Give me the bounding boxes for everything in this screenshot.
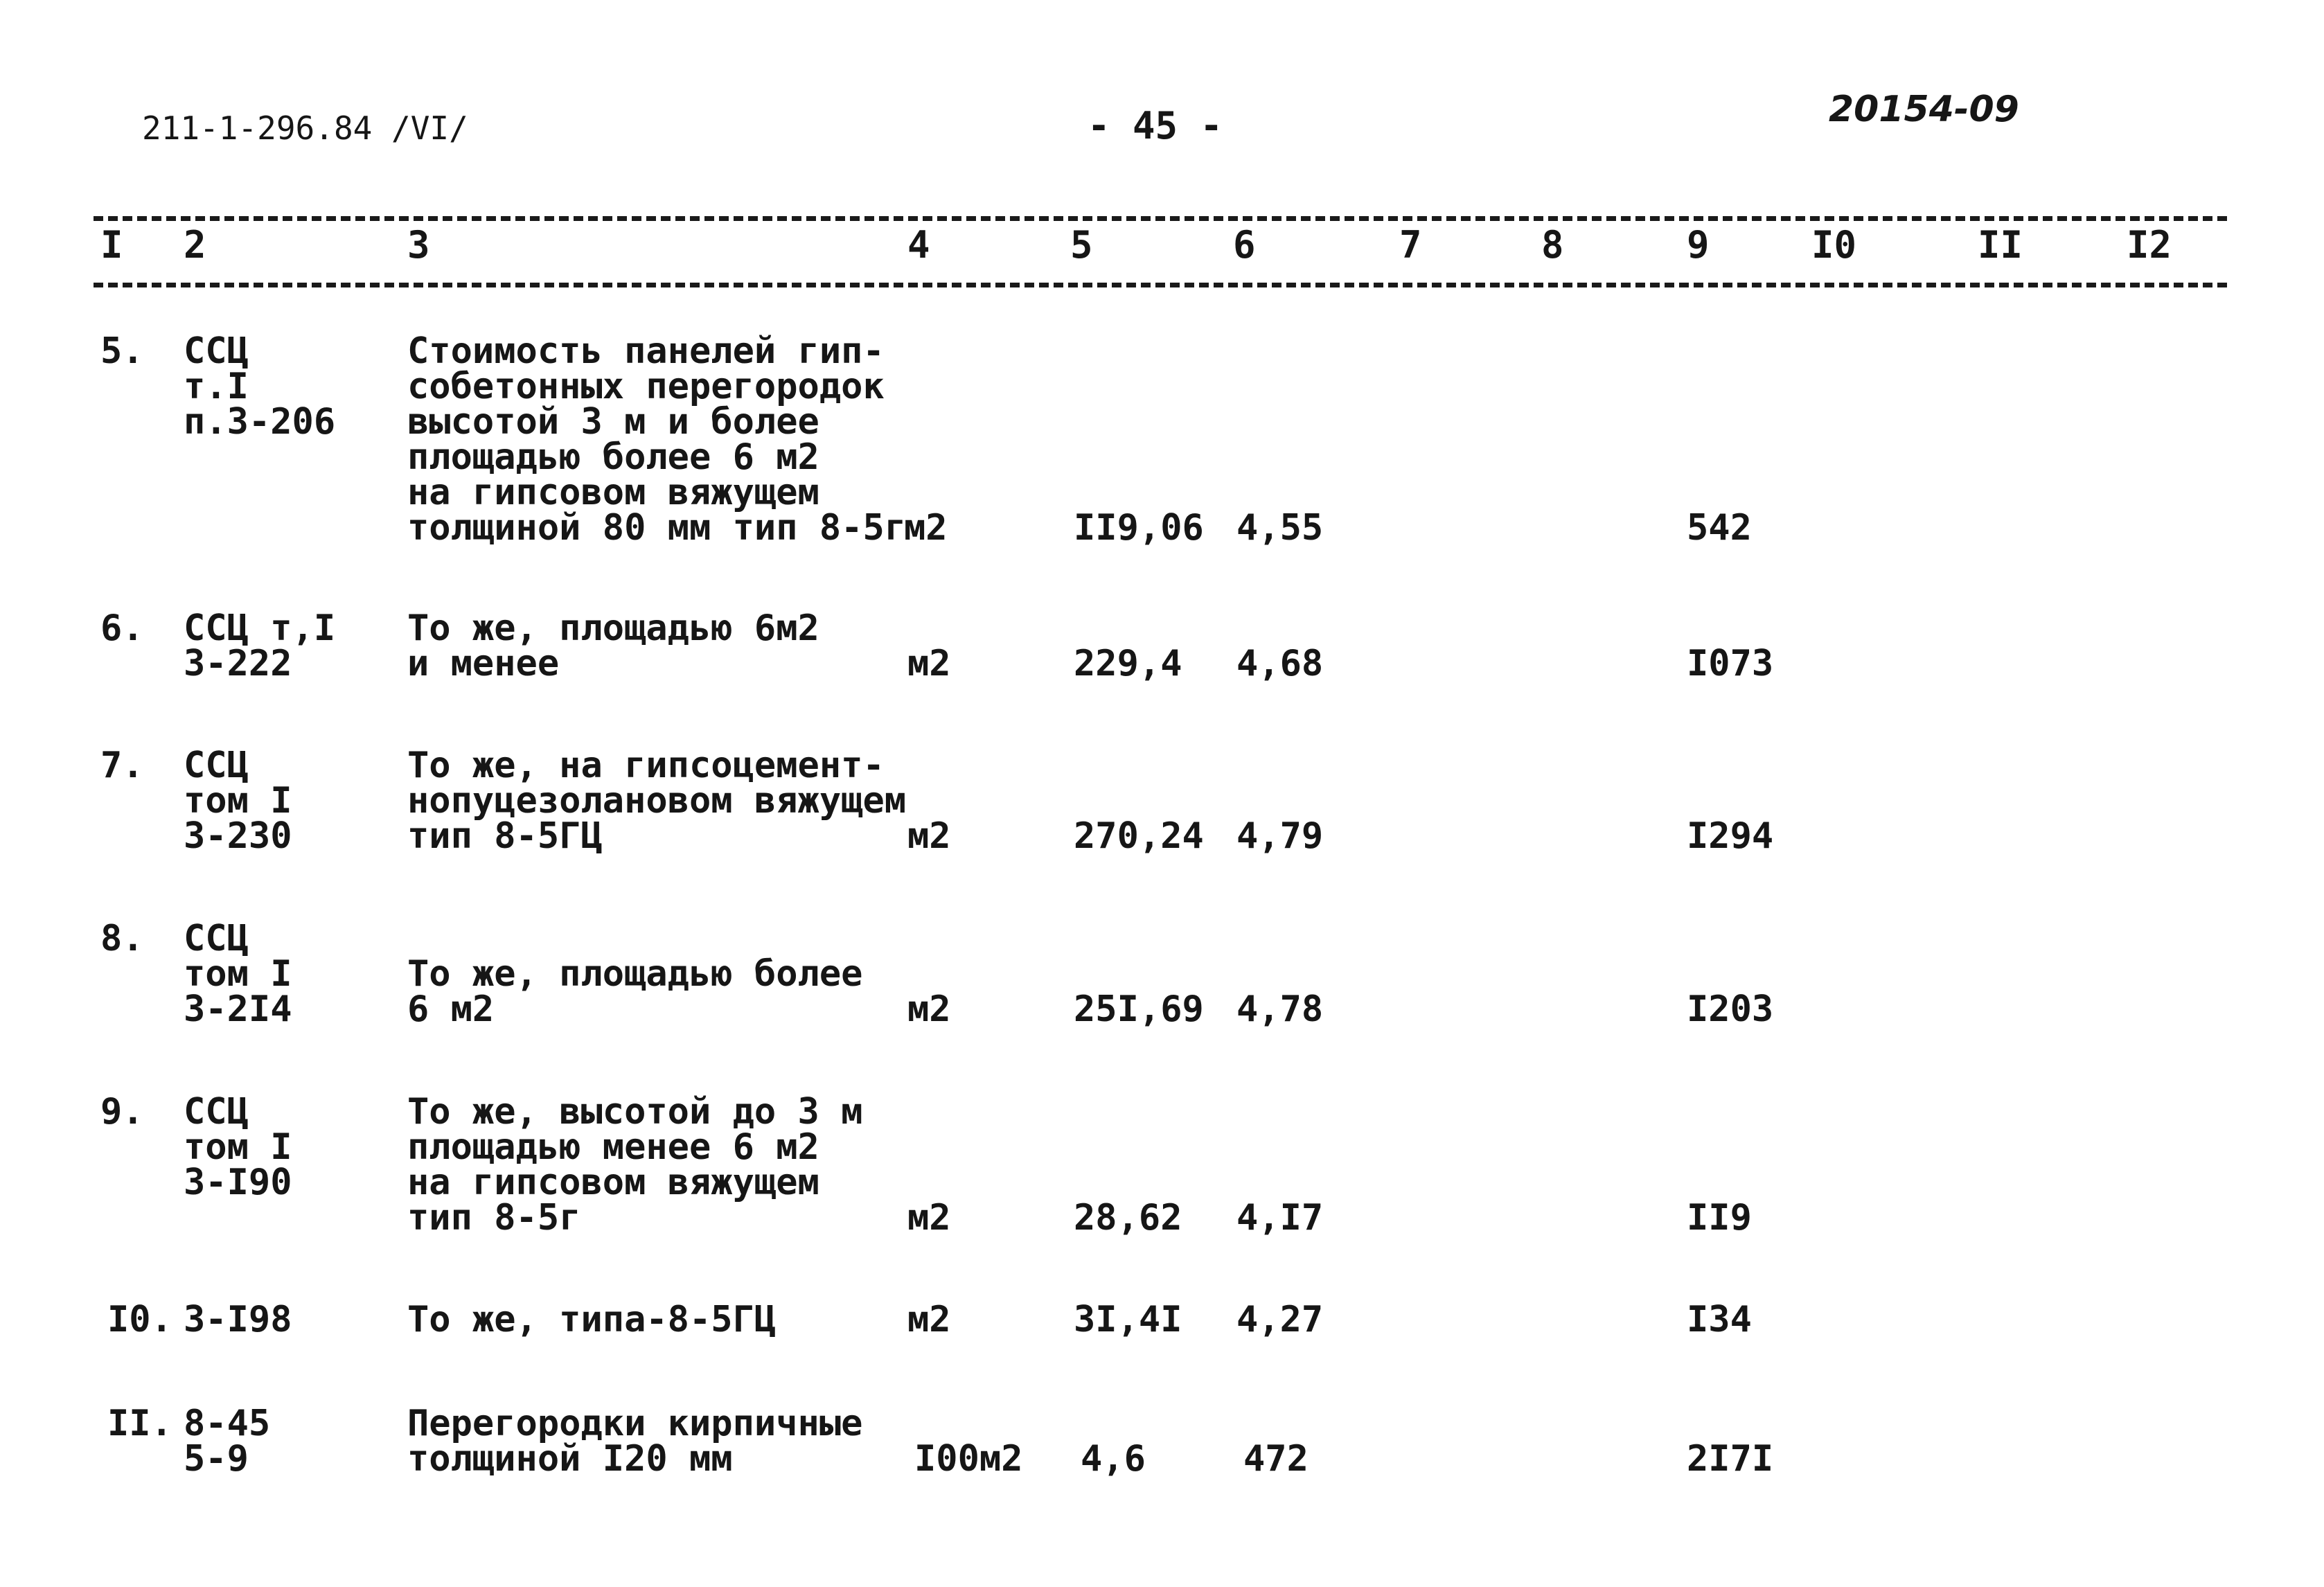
row-total: 542: [1687, 507, 1752, 549]
column-header: 6: [1233, 223, 1256, 267]
row-unit-price: 4,79: [1236, 815, 1324, 857]
row-unit-price: 4,68: [1236, 643, 1324, 684]
row-description: То же, высотой до 3 м площадью менее 6 м2 на гипсовом вяжущем тип 8-5г: [407, 1091, 863, 1239]
row-total: I073: [1687, 643, 1774, 684]
row-number: 5.: [100, 330, 144, 372]
column-header: 4: [907, 223, 930, 267]
table-header-rule: [94, 283, 2227, 287]
row-code: ССЦ том I 3-I90: [184, 1091, 292, 1203]
row-quantity: 3I,4I: [1074, 1299, 1182, 1340]
row-total: I294: [1687, 815, 1774, 857]
row-unit: м2: [907, 815, 951, 857]
row-code: ССЦ т,I 3-222: [184, 608, 336, 684]
column-header: II: [1978, 223, 2023, 267]
column-header: 3: [407, 223, 430, 267]
row-quantity: 25I,69: [1074, 988, 1204, 1030]
row-number: 8.: [100, 918, 144, 959]
row-unit-price: 4,27: [1236, 1299, 1324, 1340]
table-top-rule: [94, 216, 2227, 221]
row-code: ССЦ т.I п.3-206: [184, 330, 336, 443]
row-unit-price: 472: [1243, 1438, 1309, 1480]
row-description: То же, на гипсоцемент- нопуцезолановом вяжущем тип 8-5ГЦ: [407, 745, 907, 857]
column-header: I2: [2127, 223, 2172, 267]
row-number: II.: [107, 1403, 172, 1444]
row-number: 6.: [100, 608, 144, 649]
column-header: 9: [1687, 223, 1710, 267]
column-header: 8: [1541, 223, 1564, 267]
row-description: То же, типа-8-5ГЦ: [407, 1299, 777, 1340]
row-unit: м2: [907, 643, 951, 684]
column-header: 7: [1399, 223, 1422, 267]
column-header: 2: [184, 223, 206, 267]
row-unit-price: 4,78: [1236, 988, 1324, 1030]
row-unit: м2: [907, 1197, 951, 1239]
row-description: То же, площадью более 6 м2: [407, 953, 863, 1030]
row-number: 9.: [100, 1091, 144, 1133]
row-number: 7.: [100, 745, 144, 786]
row-total: II9: [1687, 1197, 1752, 1239]
row-description: Стоимость панелей гип- собетонных перегородок высотой 3 м и более площадью более 6 м2 на гипсовом вяжущем толщиной 80 мм тип 8-5г: [407, 330, 907, 549]
row-code: 8-45 5-9: [184, 1403, 271, 1480]
row-unit: м2: [907, 1299, 951, 1340]
doc-code: 211-1-296.84 /VI/: [142, 109, 468, 147]
column-header: I: [100, 223, 123, 267]
row-description: Перегородки кирпичные толщиной I20 мм: [407, 1403, 863, 1480]
row-unit: I00м2: [914, 1438, 1023, 1480]
row-quantity: 229,4: [1074, 643, 1182, 684]
column-header: I0: [1811, 223, 1857, 267]
row-total: I34: [1687, 1299, 1752, 1340]
row-unit: м2: [907, 988, 951, 1030]
row-total: I203: [1687, 988, 1774, 1030]
row-code: 3-I98: [184, 1299, 292, 1340]
page-number: - 45 -: [1088, 104, 1223, 148]
column-header: 5: [1070, 223, 1093, 267]
row-unit: м2: [904, 507, 948, 549]
row-unit-price: 4,I7: [1236, 1197, 1324, 1239]
row-quantity: 28,62: [1074, 1197, 1182, 1239]
row-quantity: II9,06: [1074, 507, 1204, 549]
row-code: ССЦ том I 3-2I4: [184, 918, 292, 1030]
row-description: То же, площадью 6м2 и менее: [407, 608, 819, 684]
row-number: I0.: [107, 1299, 172, 1340]
inventory-number: 20154-09: [1829, 89, 2019, 130]
row-unit-price: 4,55: [1236, 507, 1324, 549]
row-total: 2I7I: [1687, 1438, 1774, 1480]
row-quantity: 270,24: [1074, 815, 1204, 857]
row-quantity: 4,6: [1081, 1438, 1146, 1480]
row-code: ССЦ том I 3-230: [184, 745, 292, 857]
